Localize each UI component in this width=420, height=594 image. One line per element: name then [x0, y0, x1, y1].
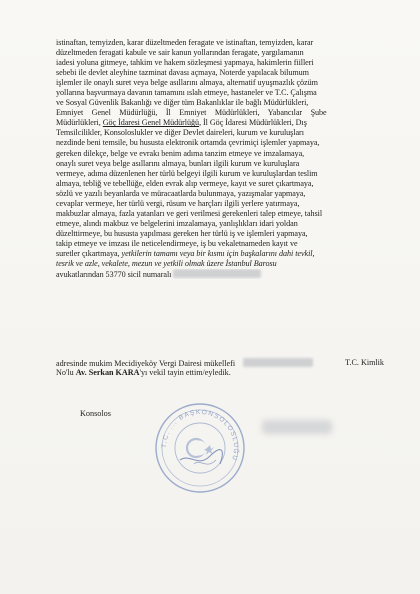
- body-line-7: ve Sosyal Güvenlik Bakanlığı ve diğer tüm Bakanlıklar ile bağlı Müdürlükleri,: [56, 98, 309, 108]
- body-line-22-italic: yetkilerin tamamı veya bir kısmı için başkalarını dahi tevkil,: [121, 248, 315, 258]
- body-line-16: sözlü ve yazılı beyanlarda ve müracaatlarda bulunmaya, yazışmalar yapmaya,: [56, 188, 306, 198]
- tc-kimlik-label: T.C. Kimlik: [345, 358, 384, 367]
- body-line-2: düzeltmeden feragati kabule ve sair kanun yollarından feragate, yargılamanın: [56, 48, 304, 58]
- body-line-9: Müdürlükleri, Göç İdaresi Genel Müdürlüğü, İl Göç İdaresi Müdürlükleri, Dış: [56, 118, 307, 128]
- address-line-1: [56, 358, 384, 368]
- body-line-5: işlemler ile onaylı suret veya belge asıllarını almaya, alternatif uyuşmazlık çözüm: [56, 78, 318, 88]
- body-line-17: cevaplar vermeye, her türlü vergi, rüsum ve harçları ilgili yerlere yatırmaya,: [56, 198, 300, 208]
- body-line-20: düzelttirmeye, bu hususta yapılması gereken her türlü iş ve işlemleri yapmaya,: [56, 228, 308, 238]
- address-block: [56, 358, 384, 378]
- body-line-14: vermeye, adıma düzenlenen her türlü belgeyi ilgili kurum ve kuruluşlardan teslim: [56, 168, 318, 178]
- seal-icon: [150, 398, 250, 498]
- no-prefix: No'lu: [56, 368, 76, 378]
- konsolos-label: Konsolos: [80, 409, 111, 418]
- seal-ring-text: T.C. ... BAŞKONSOLOSLUĞU: [160, 408, 240, 462]
- body-line-21: takip etmeye ve imzası ile neticelendirmeye, iş bu vekaletnameden kayıt ve: [56, 238, 298, 248]
- body-line-1: istinaftan, temyizden, karar düzeltmeden feragate ve istinaftan, temyizden, karar: [56, 38, 314, 47]
- body-line-22: [56, 249, 384, 259]
- body-line-8: Emniyet Genel Müdürlüğü, İl Emniyet Müdürlükleri, Yabancılar Şube: [56, 108, 327, 118]
- body-line-15: almaya, tebliğ ve tebellüğe, elden evrak alıp vermeye, kayıt ve suret çıkartmaya,: [56, 178, 314, 188]
- appointment-text: 'yı vekil tayin ettim/eyledik.: [139, 368, 231, 378]
- redacted-name: [173, 269, 261, 278]
- body-line-19: etmeye, alındı makbuz ve belgelerini imzalamaya, yanlışlıkları idari yoldan: [56, 218, 298, 228]
- redacted-signature: [262, 420, 332, 434]
- body-line-23: tesrik ve azle, vekalete, mezun ve yetkili olmak üzere İstanbul Barosu: [56, 259, 277, 269]
- consulate-seal: [150, 398, 250, 498]
- body-line-10: Temsilcilikler, Konsoloslukler ve diğer Devlet daireleri, kurum ve kuruluşları: [56, 128, 304, 138]
- body-line-6: yollarına başvurmaya davanın tamamını ıslah etmeye, hastaneler ve T.C. Çalışma: [56, 88, 317, 98]
- address-text: adresinde mukim Mecidiyeköy Vergi Dairesi mükellefi: [56, 359, 236, 368]
- body-line-4: sebebi ile devlet aleyhine tazminat davası açmaya, Noterde yapılacak bilumum: [56, 68, 309, 78]
- redacted-tax-id: [243, 358, 313, 367]
- body-line-11: nezdinde beni temsile, bu hususta elektronik ortamda çevrimiçi işlemler yapmaya,: [56, 138, 320, 148]
- body-line-13: onaylı suret veya belge asıllarını almaya, bunları ilgili kurum ve kuruluşlara: [56, 158, 300, 168]
- body-line-24-text: avukatlarından 53770 sicil numaralı: [56, 270, 172, 280]
- document-body: [56, 38, 384, 279]
- body-line-3: iadesi yoluna gitmeye, tahkim ve hakem sözleşmesi yapmaya, hakimlerin fiilleri: [56, 58, 314, 68]
- address-line-2: [56, 368, 384, 378]
- body-line-12: gereken dilekçe, belge ve evrakı benim adıma tanzim etmeye ve imzalamaya,: [56, 148, 305, 158]
- body-line-22-text: suretler çıkartmaya,: [56, 248, 120, 258]
- goc-idaresi-underlined: Göç İdaresi Genel Müdürlüğü: [102, 118, 200, 128]
- body-line-18: makbuzlar almaya, fazla yatanları ve geri verilmesi gerekenleri talep etmeye, tahsil: [56, 208, 323, 218]
- body-line-24: [56, 269, 384, 279]
- attorney-name: Av. Serkan KARA: [75, 368, 140, 378]
